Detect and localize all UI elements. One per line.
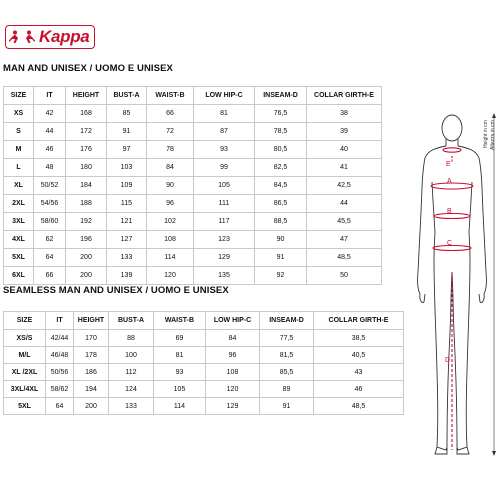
table-cell: 81,5 — [260, 347, 314, 364]
table-cell: 44 — [307, 195, 382, 213]
table-cell: 84,5 — [255, 177, 307, 195]
size-cell: M — [4, 141, 34, 159]
table-cell: 46 — [314, 381, 404, 398]
column-header: HEIGHT — [66, 87, 107, 105]
table-row — [4, 177, 382, 195]
marker-c: C — [447, 240, 453, 247]
table-cell: 135 — [194, 267, 255, 285]
column-header: HEIGHT — [74, 312, 109, 330]
column-header: WAIST-B — [154, 312, 206, 330]
table-cell: 129 — [206, 398, 260, 415]
table-row — [4, 195, 382, 213]
table-cell: 58/62 — [46, 381, 74, 398]
table-cell: 114 — [154, 398, 206, 415]
table-cell: 93 — [194, 141, 255, 159]
table-cell: 178 — [74, 347, 109, 364]
table-cell: 97 — [107, 141, 147, 159]
marker-e: E — [446, 161, 451, 168]
marker-b: B — [447, 208, 452, 215]
table-cell: 168 — [66, 105, 107, 123]
table-cell: 50/56 — [46, 364, 74, 381]
table-cell: 200 — [66, 249, 107, 267]
size-cell: 4XL — [4, 231, 34, 249]
height-label-en: Height in cm — [483, 120, 489, 148]
table-cell: 194 — [74, 381, 109, 398]
size-cell: 2XL — [4, 195, 34, 213]
table-cell: 133 — [109, 398, 154, 415]
table-cell: 87 — [194, 123, 255, 141]
table-cell: 88 — [109, 330, 154, 347]
table-cell: 127 — [107, 231, 147, 249]
table-cell: 81 — [194, 105, 255, 123]
column-header: INSEAM-D — [255, 87, 307, 105]
table-cell: 48 — [34, 159, 66, 177]
table-cell: 91 — [255, 249, 307, 267]
table-cell: 50 — [307, 267, 382, 285]
table-cell: 88,5 — [255, 213, 307, 231]
table-cell: 100 — [109, 347, 154, 364]
table-row — [4, 141, 382, 159]
table-row — [4, 381, 404, 398]
table-row — [4, 123, 382, 141]
size-table-man-unisex — [3, 86, 382, 285]
table-cell: 120 — [206, 381, 260, 398]
size-cell: XL — [4, 177, 34, 195]
height-label-it: Altezza in cm — [490, 120, 496, 150]
table-cell: 108 — [206, 364, 260, 381]
table-cell: 124 — [109, 381, 154, 398]
table-cell: 66 — [34, 267, 66, 285]
section2-title: SEAMLESS MAN AND UNISEX / UOMO E UNISEX — [3, 285, 229, 296]
table-cell: 105 — [194, 177, 255, 195]
size-cell: S — [4, 123, 34, 141]
size-cell: XS/S — [4, 330, 46, 347]
size-cell: 6XL — [4, 267, 34, 285]
table-header-row — [4, 87, 382, 105]
table-cell: 42 — [34, 105, 66, 123]
table-cell: 47 — [307, 231, 382, 249]
table-row — [4, 398, 404, 415]
table-cell: 42,5 — [307, 177, 382, 195]
table-cell: 81 — [154, 347, 206, 364]
table-row — [4, 267, 382, 285]
column-header: IT — [46, 312, 74, 330]
table-cell: 66 — [147, 105, 194, 123]
table-cell: 188 — [66, 195, 107, 213]
table-cell: 38,5 — [314, 330, 404, 347]
table-cell: 91 — [260, 398, 314, 415]
table-cell: 89 — [260, 381, 314, 398]
column-header: LOW HIP-C — [194, 87, 255, 105]
table-row — [4, 159, 382, 177]
table-cell: 109 — [107, 177, 147, 195]
table-cell: 192 — [66, 213, 107, 231]
table-cell: 64 — [34, 249, 66, 267]
column-header: INSEAM-D — [260, 312, 314, 330]
column-header: SIZE — [4, 312, 46, 330]
table-cell: 78,5 — [255, 123, 307, 141]
column-header: WAIST-B — [147, 87, 194, 105]
table-cell: 85,5 — [260, 364, 314, 381]
table-cell: 102 — [147, 213, 194, 231]
table-cell: 64 — [46, 398, 74, 415]
table-cell: 40 — [307, 141, 382, 159]
table-cell: 129 — [194, 249, 255, 267]
table-cell: 84 — [206, 330, 260, 347]
table-cell: 108 — [147, 231, 194, 249]
table-row — [4, 213, 382, 231]
kappa-logo — [5, 26, 95, 48]
column-header: COLLAR GIRTH-E — [314, 312, 404, 330]
table-cell: 105 — [154, 381, 206, 398]
table-cell: 62 — [34, 231, 66, 249]
size-table-seamless — [3, 311, 404, 415]
column-header: COLLAR GIRTH-E — [307, 87, 382, 105]
size-cell: XS — [4, 105, 34, 123]
table-cell: 54/56 — [34, 195, 66, 213]
table-cell: 111 — [194, 195, 255, 213]
table-cell: 39 — [307, 123, 382, 141]
table-cell: 77,5 — [260, 330, 314, 347]
table-header-row — [4, 312, 404, 330]
table-cell: 42/44 — [46, 330, 74, 347]
human-silhouette-icon — [410, 112, 498, 472]
table-cell: 46 — [34, 141, 66, 159]
table-cell: 200 — [74, 398, 109, 415]
size-cell: XL /2XL — [4, 364, 46, 381]
table-row — [4, 105, 382, 123]
table-row — [4, 330, 404, 347]
table-cell: 44 — [34, 123, 66, 141]
table-row — [4, 249, 382, 267]
table-cell: 112 — [109, 364, 154, 381]
table-cell: 76,5 — [255, 105, 307, 123]
table-cell: 115 — [107, 195, 147, 213]
table-cell: 133 — [107, 249, 147, 267]
table-cell: 117 — [194, 213, 255, 231]
marker-a: A — [447, 178, 452, 185]
size-cell: 3XL — [4, 213, 34, 231]
size-cell: 5XL — [4, 249, 34, 267]
table-cell: 86,5 — [255, 195, 307, 213]
column-header: BUST-A — [109, 312, 154, 330]
table-cell: 58/60 — [34, 213, 66, 231]
column-header: IT — [34, 87, 66, 105]
table-cell: 50/52 — [34, 177, 66, 195]
table-cell: 93 — [154, 364, 206, 381]
table-cell: 200 — [66, 267, 107, 285]
table-cell: 85 — [107, 105, 147, 123]
table-cell: 91 — [107, 123, 147, 141]
table-cell: 176 — [66, 141, 107, 159]
table-cell: 46/48 — [46, 347, 74, 364]
logo-wordmark: Kappa — [39, 27, 90, 46]
table-cell: 69 — [154, 330, 206, 347]
table-cell: 120 — [147, 267, 194, 285]
body-measurement-figure — [410, 112, 498, 472]
omini-logo-icon — [9, 30, 35, 44]
marker-d: D — [445, 357, 451, 364]
table-cell: 48,5 — [307, 249, 382, 267]
table-cell: 123 — [194, 231, 255, 249]
table-cell: 103 — [107, 159, 147, 177]
table-cell: 90 — [147, 177, 194, 195]
size-cell: M/L — [4, 347, 46, 364]
table-cell: 90 — [255, 231, 307, 249]
column-header: BUST-A — [107, 87, 147, 105]
size-cell: 5XL — [4, 398, 46, 415]
table-cell: 196 — [66, 231, 107, 249]
table-cell: 96 — [206, 347, 260, 364]
size-cell: L — [4, 159, 34, 177]
table-row — [4, 347, 404, 364]
table-cell: 99 — [194, 159, 255, 177]
table-cell: 170 — [74, 330, 109, 347]
section1-title: MAN AND UNISEX / UOMO E UNISEX — [3, 63, 173, 74]
table-cell: 180 — [66, 159, 107, 177]
table-cell: 139 — [107, 267, 147, 285]
table-cell: 45,5 — [307, 213, 382, 231]
table-cell: 78 — [147, 141, 194, 159]
table-cell: 43 — [314, 364, 404, 381]
table-cell: 38 — [307, 105, 382, 123]
table-cell: 172 — [66, 123, 107, 141]
table-row — [4, 231, 382, 249]
table-cell: 114 — [147, 249, 194, 267]
table-cell: 72 — [147, 123, 194, 141]
column-header: SIZE — [4, 87, 34, 105]
table-cell: 96 — [147, 195, 194, 213]
table-cell: 48,5 — [314, 398, 404, 415]
table-cell: 186 — [74, 364, 109, 381]
table-cell: 41 — [307, 159, 382, 177]
table-cell: 121 — [107, 213, 147, 231]
table-cell: 40,5 — [314, 347, 404, 364]
table-cell: 184 — [66, 177, 107, 195]
table-cell: 80,5 — [255, 141, 307, 159]
table-cell: 82,5 — [255, 159, 307, 177]
height-arrow-icon — [490, 112, 498, 457]
size-cell: 3XL/4XL — [4, 381, 46, 398]
column-header: LOW HIP-C — [206, 312, 260, 330]
table-row — [4, 364, 404, 381]
table-cell: 84 — [147, 159, 194, 177]
table-cell: 92 — [255, 267, 307, 285]
